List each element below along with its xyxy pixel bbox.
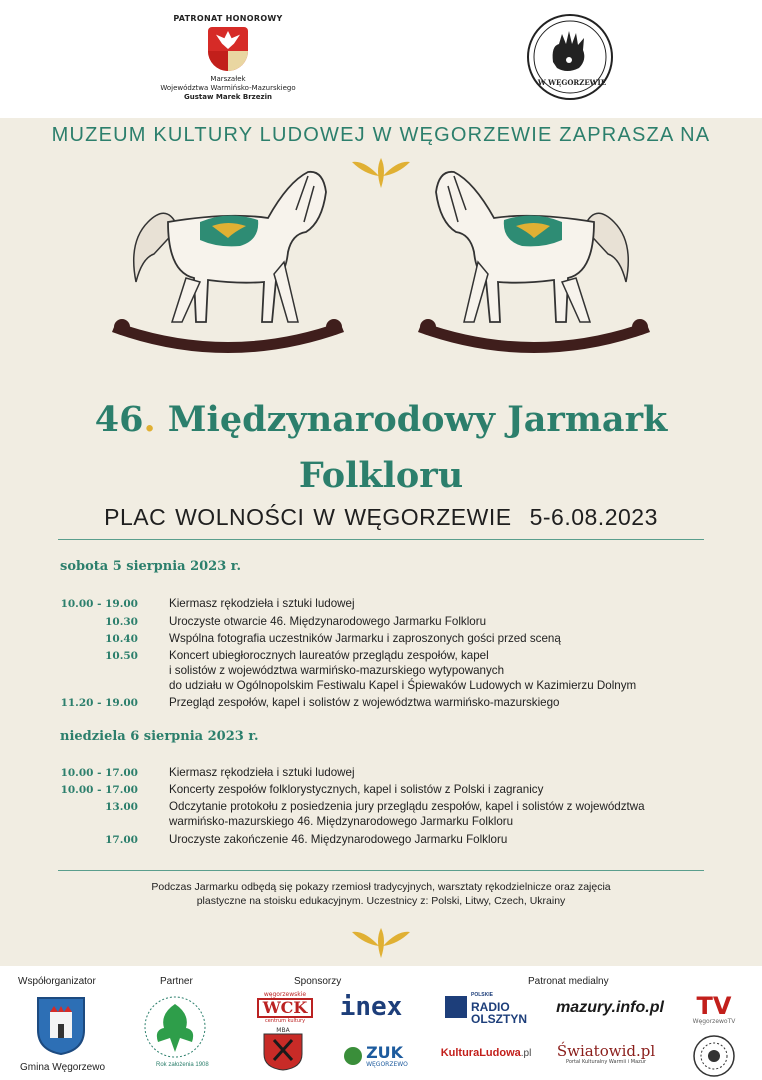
event-location: PLAC WOLNOŚCI W WĘGORZEWIE [104, 504, 512, 530]
event-time: 17.00 [105, 834, 138, 846]
event-time: 10.00 - 19.00 [60, 598, 138, 610]
invitation-heading: MUZEUM KULTURY LUDOWEJ W WĘGORZEWIE ZAPRASZA NA [51, 124, 711, 146]
rocking-horse-left-icon [108, 162, 348, 362]
kultura-ludowa-tld: .pl [520, 1047, 532, 1059]
divider [58, 539, 704, 540]
patronage-label: PATRONAT HONOROWY [173, 14, 283, 23]
event-title-line2: Folkloru [298, 455, 464, 496]
museum-logo-text: W WĘGORZEWIE [537, 78, 607, 87]
kultura-ludowa-text: KulturaLudowa [440, 1047, 521, 1059]
event-time: 10.40 [105, 633, 138, 645]
wegorzewo-crest-icon [34, 994, 88, 1056]
event-number: 46 [94, 399, 144, 440]
wck-logo [256, 990, 314, 1024]
event-place [0, 504, 762, 531]
folk-seal-icon [692, 1034, 736, 1078]
radio-logo-top: POLSKIE [471, 992, 493, 998]
event-time: 11.20 - 19.00 [60, 697, 138, 709]
swiatowid-logo [550, 1036, 662, 1072]
zuk-logo-sub: WĘGORZEWO [366, 1060, 408, 1068]
event-time: 10.00 - 17.00 [60, 767, 138, 779]
partner-label: Partner [160, 976, 193, 987]
radio-icon [445, 996, 467, 1018]
radio-olsztyn-logo [440, 990, 532, 1024]
radio-logo-line1: RADIO [471, 1000, 510, 1014]
event-title-text: Międzynarodowy Jarmark [155, 399, 668, 440]
media-patronage-label: Patronat medialny [528, 976, 609, 987]
day-title-sunday: niedziela 6 sierpnia 2023 r. [60, 729, 259, 744]
rocking-horse-right-icon [414, 162, 654, 362]
mba-logo-text: MBA [276, 1027, 290, 1034]
event-description: Uroczyste otwarcie 46. Międzynarodowego Jarmarku Folkloru [169, 615, 487, 628]
folk-artists-association-logo-icon [130, 994, 220, 1064]
event-time: 10.50 [105, 650, 138, 662]
event-number-dot: . [143, 399, 156, 440]
zuk-leaf-icon [344, 1047, 362, 1065]
event-description-line: do udziału w Ogólnopolskim Festiwalu Kapel i Śpiewaków Ludowych w Kazimierzu Dolnym [169, 679, 637, 692]
event-time: 10.30 [105, 616, 138, 628]
coorganizer-name: Gmina Węgorzewo [20, 1062, 106, 1073]
coorganizer-label: Współorganizator [18, 976, 96, 987]
tv-logo-text: TV [696, 991, 732, 1020]
event-dates: 5-6.08.2023 [529, 504, 658, 530]
zuk-logo-text: ZUK [366, 1042, 404, 1062]
folk-ornament-icon [350, 154, 412, 194]
footnote-line: Podczas Jarmarku odbędą się pokazy rzemiosł tradycyjnych, warsztaty rękodzielnicze oraz zajęcia [151, 881, 611, 893]
inex-logo: inex [339, 992, 403, 1022]
event-title [0, 392, 762, 504]
kultura-ludowa-logo [436, 1040, 536, 1066]
event-description-line: warmińsko-mazurskiego 46. Międzynarodowego Jarmarku Folkloru [169, 815, 514, 828]
event-description-line: i solistów z województwa warmińsko-mazurskiego wytypowanych [169, 664, 505, 677]
swiatowid-sub: Portal Kulturalny Warmii i Mazur [566, 1059, 646, 1065]
divider [58, 870, 704, 871]
wck-logo-text: WCK [257, 998, 314, 1018]
footnote-line: plastyczne na stoisku edukacyjnym. Uczestnicy z: Polski, Litwy, Czech, Ukrainy [196, 895, 566, 907]
mazury-info-logo: mazury.info.pl [556, 999, 664, 1016]
honorary-patronage [150, 14, 306, 101]
event-time: 10.00 - 17.00 [60, 784, 138, 796]
event-time: 13.00 [105, 801, 138, 813]
event-description-line: Koncert ubiegłorocznych laureatów przeglądu zespołów, kapel [169, 649, 489, 662]
radio-logo-line2: OLSZTYN [471, 1012, 527, 1026]
event-description [169, 648, 709, 693]
wegorzewo-tv-logo [686, 990, 742, 1028]
day-title-saturday: sobota 5 sierpnia 2023 r. [60, 559, 241, 574]
event-description: Przegląd zespołów, kapel i solistów z województwa warmińsko-mazurskiego [169, 696, 560, 709]
voivodeship-crest-icon [208, 27, 248, 71]
museum-logo [527, 14, 613, 100]
event-description: Wspólna fotografia uczestników Jarmarku i zaproszonych gości przed sceną [169, 632, 561, 645]
wck-logo-sub: centrum kultury [264, 1017, 306, 1024]
mba-crest-icon [262, 1026, 304, 1072]
swiatowid-text: Światowid.pl [556, 1042, 656, 1060]
header-band [0, 0, 762, 118]
event-title-line1 [0, 392, 762, 448]
patronage-line2: Województwa Warmińsko-Mazurskiego [160, 84, 296, 92]
event-description-line: Odczytanie protokołu z posiedzenia jury przeglądu zespołów, kapel i solistów z województwa [169, 800, 645, 813]
event-description: Kiermasz rękodzieła i sztuki ludowej [169, 597, 355, 610]
event-description [169, 799, 709, 829]
footnote [80, 880, 682, 908]
patronage-name: Gustaw Marek Brzezin [184, 93, 272, 101]
event-description: Kiermasz rękodzieła i sztuki ludowej [169, 766, 355, 779]
folk-ornament-bottom-icon [350, 924, 412, 964]
partner-year: Rok założenia 1908 [156, 1062, 209, 1068]
tv-logo-sub: WęgorzewoTV [692, 1017, 736, 1025]
zuk-logo [336, 1040, 416, 1072]
event-description: Uroczyste zakończenie 46. Międzynarodowego Jarmarku Folkloru [169, 833, 508, 846]
wck-logo-top: węgorzewskie [263, 990, 307, 998]
event-description: Koncerty zespołów folklorystycznych, kapel i solistów z Polski i zagranicy [169, 783, 544, 796]
patronage-line1: Marszałek [210, 75, 246, 83]
sponsors-label: Sponsorzy [294, 976, 342, 987]
